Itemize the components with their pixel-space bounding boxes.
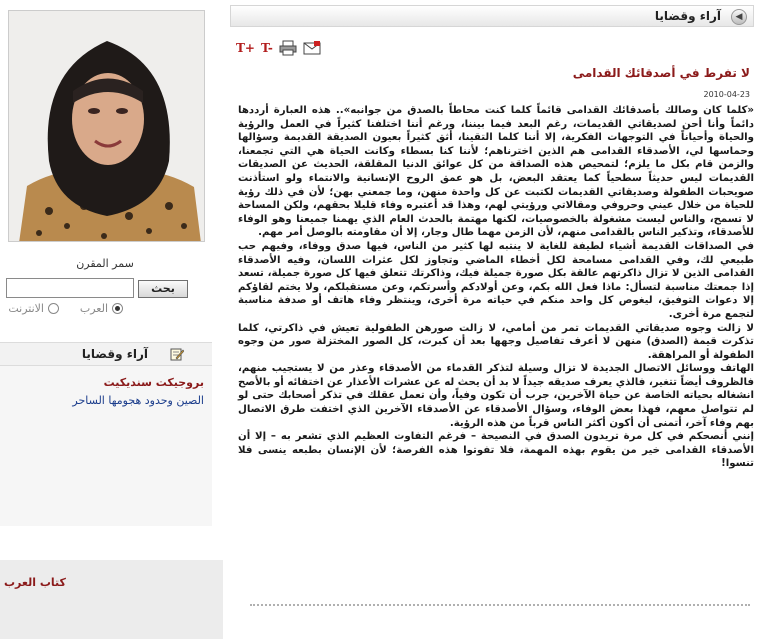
- email-icon[interactable]: [303, 40, 321, 56]
- author-portrait-image: [9, 11, 205, 242]
- search-input[interactable]: [6, 278, 134, 298]
- article-date: 2010-04-23: [703, 90, 750, 99]
- search-button[interactable]: بحث: [138, 280, 188, 298]
- article-paragraph: الهاتف ووسائل الاتصال الجديدة لا تزال وسيلة لتذكر القدماء من الأصدقاء وعذر من لا يستجيب منهم، فالظروف أيضاً تتغير، فالذي يعرف صديقه جيداً لا بد أن يحث له عن عشرات الأعذار عن اختفائه أو بالأصح انشغاله بحياته الخاصة عن حياة الآخرين، جرب أن تكون وفياً، وأن تعمل عقلك في تذكر أصحابك حتى لو لم تتواصل معهم، فهذا بعض الوفاء، وسؤال الأصدقاء عن الأصدقاء الآخرين الذي اختفت طرق الاتصال بهم وفاء آخر، أتمنى أن أكون أكثر الناس قرباً من هذه الرؤية.: [238, 363, 754, 429]
- sidebar-link-writers[interactable]: كتاب العرب: [4, 576, 66, 589]
- sidebar-section-body: [0, 366, 212, 526]
- main-content: [230, 0, 758, 639]
- radio-option-arab[interactable]: [80, 302, 123, 315]
- sidebar-section-header: [0, 342, 212, 366]
- radio-option-internet[interactable]: [8, 302, 59, 315]
- radio-selected-icon: [112, 303, 123, 314]
- article-paragraph: «كلما كان وصالك بأصدقائك القدامى قائماً كلما كنت محاطاً بالصدق من جوانبه».. هذه العبارة أرددها دائماً وأنا أحن لصديقاتي القديمات، رغم البعد فيما بيننا، ورغم أننا اختلفنا كثيراً في العمل والرؤية والحياة وأحياناً في التوجهات الفكرية، إلا أننا كلما التقينا، أثق كثيراً بعيون الصديقة القديمة وسؤالها وحماسها لي، الأصدقاء القدامى هم الذين اخترناهم؛ لأننا كنا بسطاء وكانت الحياة هي التي تجمعنا، والزمن قام بكل ما يلزم؛ لتمحيص هذه الصداقة من كل عوائق الدنيا المقلقة، الحديث عن الصديقات القديمات ليس حديثاً سطحياً كما يعتقد البعض، بل هو عمق الروح الإنسانية والانتماء ولو استأذنت صويحبات الطفولة وصديقاتي القديمات لكتبت عن كل واحدة منهن، وما جمعني بهن؛ لأن في ذلك رؤية للحياة من خلال عيني وحروفي ومقالاتي ورؤيتي لهم، وهذا قد أعتبره وفاء قليلا بحقهم، ولكن المساحة لا تسمح، والناس ليست مشغولة بالخصوصيات، لكنها مهتمة بالحدث العام الذي يهمنا جميعنا وهو الوفاء للأصدقاء، وتذكير الناس بالقدامى منهم، لأن الزمن مهما طال وجار، إلا أن مقاومته بالوصل أمر مهم.: [238, 105, 754, 239]
- author-name: سمر المقرن: [76, 257, 134, 270]
- article-paragraph: في الصداقات القديمة أشياء لطيفة للغاية لا ينتبه لها كثير من الناس، فيها صدق ووفاء، وفيهم حب طبيعي لك، وفي القدامى مسامحة لكل أخطاء الماضي وتجاوز لكل عثرات اللسان، وفيه الأصدقاء القدامى الذين لا تزال ذاكرتهم عالقة بكل صورة جميلة فيك، وذاكرتك تتعلق فيها كل صورة جميلة، تسعد إذا جمعتك مناسبة لتسأل: ماذا فعل الله بكم، وعن أولادكم وأسرتكم، وعن مستقبلكم، ولا يختم لقاؤكم إلا دعوات التوفيق، ليغوص كل واحد منكم في حياته مرة أخرى، وينتظر وفاء هاتف أو صدفة مناسبة لتجمع مرة أخرى.: [238, 240, 754, 320]
- radio-label-internet: الانترنت: [8, 302, 44, 315]
- sidebar-footer: [0, 560, 223, 639]
- main-section-header: [230, 5, 754, 27]
- radio-unselected-icon: [48, 303, 59, 314]
- article-title: لا تفرط في أصدقائك القدامى: [572, 66, 750, 80]
- decrease-font-button[interactable]: T-: [260, 41, 273, 55]
- sidebar-link-source[interactable]: بروجيكت سنديكيت: [103, 376, 204, 389]
- increase-font-button[interactable]: T+: [236, 41, 255, 55]
- article-body: [238, 104, 754, 471]
- search-scope-options: [4, 302, 209, 318]
- article-paragraph: إنني أنصحكم في كل مرة تريدون الصدق في النصيحة – فرغم التفاوت العظيم الذي تشعر به – إلا أن الأصدقاء القدامى خير من يقوم بهذه المهمة، فلا تفوتوا هذه الفرصة؛ لأن الإنسان بطبعه ينسى فلا تنسوا!: [238, 431, 754, 470]
- left-sidebar: [0, 0, 223, 639]
- author-photo: [8, 10, 205, 242]
- article-divider: [250, 604, 750, 606]
- article-toolbar: [236, 40, 321, 58]
- print-icon[interactable]: [279, 40, 297, 56]
- pencil-notepad-icon: [170, 347, 184, 361]
- sidebar-section-title: آراء وقضايا: [81, 347, 148, 361]
- radio-label-arab: العرب: [79, 302, 108, 315]
- sidebar-link-article[interactable]: الصين وحدود هجومها الساحر: [72, 394, 204, 407]
- main-section-title: آراء وقضايا: [654, 9, 721, 23]
- article-paragraph: لا زالت وجوه صديقاتي القديمات تمر من أمامي، لا زالت صورهن الطفولية تعيش في ذاكرتي، كلما تذكرت قيمة (الصدق) منهن لا أعرف تفاصيل وجهها بعد أن كبرت، كل الصور المختزلة صور من وجوه الطفولة أو المراهقة.: [238, 322, 754, 361]
- section-arrow-icon: ◀: [731, 9, 747, 25]
